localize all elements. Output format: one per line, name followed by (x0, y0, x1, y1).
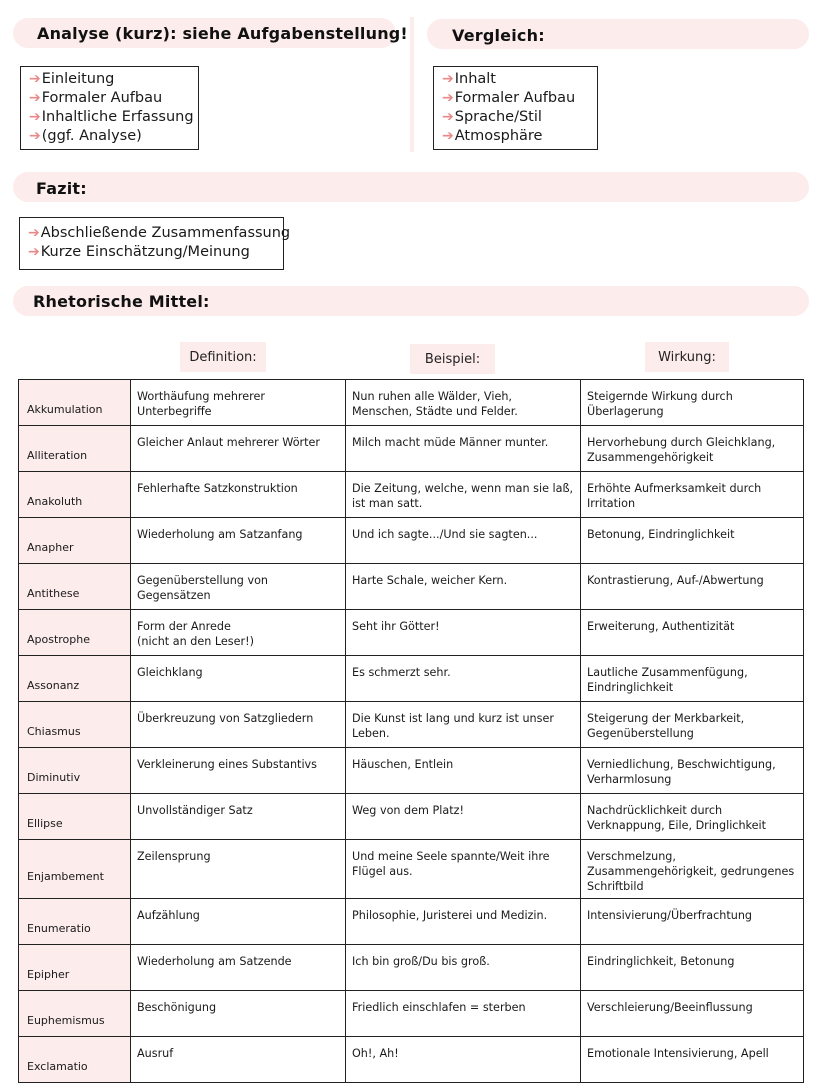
wirkung-cell: Erweiterung, Authentizität (581, 610, 804, 656)
beispiel-cell: Die Kunst ist lang und kurz ist unser Leben. (346, 702, 581, 748)
term-cell: Apostrophe (19, 610, 131, 656)
rhetoric-table (18, 379, 804, 1083)
definition-cell: Fehlerhafte Satzkonstruktion (131, 472, 346, 518)
arrow-right-icon: ➔ (29, 128, 41, 144)
definition-cell: Gleicher Anlaut mehrerer Wörter (131, 426, 346, 472)
term-cell: Exclamatio (19, 1037, 131, 1083)
list-item: ➔ Atmosphäre (442, 128, 543, 144)
wirkung-cell: Verniedlichung, Beschwichtigung, Verharmlosung (581, 748, 804, 794)
definition-cell: Zeilensprung (131, 840, 346, 899)
table-row (19, 1037, 804, 1083)
table-row (19, 945, 804, 991)
beispiel-cell: Häuschen, Entlein (346, 748, 581, 794)
wirkung-cell: Intensivierung/Überfrachtung (581, 899, 804, 945)
fazit-list (19, 217, 291, 270)
beispiel-cell: Seht ihr Götter! (346, 610, 581, 656)
table-row (19, 380, 804, 426)
arrow-right-icon: ➔ (442, 90, 454, 106)
definition-cell: Worthäufung mehrerer Unterbegriffe (131, 380, 346, 426)
definition-cell: Form der Anrede (nicht an den Leser!) (131, 610, 346, 656)
column-divider (410, 17, 414, 152)
term-cell: Anapher (19, 518, 131, 564)
arrow-right-icon: ➔ (28, 225, 40, 241)
wirkung-cell: Erhöhte Aufmerksamkeit durch Irritation (581, 472, 804, 518)
term-cell: Antithese (19, 564, 131, 610)
term-cell: Diminutiv (19, 748, 131, 794)
table-row (19, 991, 804, 1037)
list-item: ➔ Abschließende Zusammenfassung (28, 225, 291, 241)
list-item: ➔ Inhalt (442, 71, 496, 87)
vergleich-list (433, 66, 598, 150)
definition-cell: Gegenüberstellung von Gegensätzen (131, 564, 346, 610)
beispiel-cell: Nun ruhen alle Wälder, Vieh, Menschen, Städte und Felder. (346, 380, 581, 426)
term-cell: Akkumulation (19, 380, 131, 426)
table-row (19, 840, 804, 899)
rhetorik-title: Rhetorische Mittel: (33, 292, 210, 311)
table-row (19, 656, 804, 702)
beispiel-cell: Es schmerzt sehr. (346, 656, 581, 702)
wirkung-cell: Lautliche Zusammenfügung, Eindringlichkeit (581, 656, 804, 702)
beispiel-cell: Weg von dem Platz! (346, 794, 581, 840)
term-cell: Assonanz (19, 656, 131, 702)
arrow-right-icon: ➔ (29, 90, 41, 106)
wirkung-cell: Steigerung der Merkbarkeit, Gegenüberstellung (581, 702, 804, 748)
arrow-right-icon: ➔ (29, 109, 41, 125)
table-row (19, 610, 804, 656)
term-cell: Anakoluth (19, 472, 131, 518)
analyse-title: Analyse (kurz): siehe Aufgabenstellung! (37, 24, 408, 43)
beispiel-cell: Und meine Seele spannte/Weit ihre Flügel aus. (346, 840, 581, 899)
wirkung-cell: Nachdrücklichkeit durch Verknappung, Eile, Dringlichkeit (581, 794, 804, 840)
table-row (19, 426, 804, 472)
table-row (19, 472, 804, 518)
beispiel-cell: Oh!, Ah! (346, 1037, 581, 1083)
definition-cell: Ausruf (131, 1037, 346, 1083)
arrow-right-icon: ➔ (442, 71, 454, 87)
wirkung-cell: Steigernde Wirkung durch Überlagerung (581, 380, 804, 426)
list-item: ➔ Sprache/Stil (442, 109, 542, 125)
arrow-right-icon: ➔ (442, 128, 454, 144)
arrow-right-icon: ➔ (442, 109, 454, 125)
header-wirkung: Wirkung: (645, 342, 729, 372)
list-item: ➔ Kurze Einschätzung/Meinung (28, 244, 250, 260)
beispiel-cell: Philosophie, Juristerei und Medizin. (346, 899, 581, 945)
term-cell: Enjambement (19, 840, 131, 899)
beispiel-cell: Milch macht müde Männer munter. (346, 426, 581, 472)
wirkung-cell: Kontrastierung, Auf-/Abwertung (581, 564, 804, 610)
table-row (19, 748, 804, 794)
definition-cell: Gleichklang (131, 656, 346, 702)
wirkung-cell: Hervorhebung durch Gleichklang, Zusammengehörigkeit (581, 426, 804, 472)
wirkung-cell: Emotionale Intensivierung, Apell (581, 1037, 804, 1083)
arrow-right-icon: ➔ (28, 244, 40, 260)
beispiel-cell: Friedlich einschlafen = sterben (346, 991, 581, 1037)
wirkung-cell: Verschmelzung, Zusammengehörigkeit, gedrungenes Schriftbild (581, 840, 804, 899)
wirkung-cell: Verschleierung/Beeinflussung (581, 991, 804, 1037)
table-row (19, 564, 804, 610)
header-definition: Definition: (180, 342, 266, 372)
table-row (19, 899, 804, 945)
fazit-header (13, 172, 809, 202)
wirkung-cell: Betonung, Eindringlichkeit (581, 518, 804, 564)
definition-cell: Verkleinerung eines Substantivs (131, 748, 346, 794)
beispiel-cell: Die Zeitung, welche, wenn man sie laß, ist man satt. (346, 472, 581, 518)
list-item: ➔ (ggf. Analyse) (29, 128, 142, 144)
term-cell: Euphemismus (19, 991, 131, 1037)
list-item: ➔ Inhaltliche Erfassung (29, 109, 194, 125)
arrow-right-icon: ➔ (29, 71, 41, 87)
definition-cell: Unvollständiger Satz (131, 794, 346, 840)
header-beispiel: Beispiel: (410, 344, 495, 374)
vergleich-title: Vergleich: (452, 26, 545, 45)
definition-cell: Wiederholung am Satzende (131, 945, 346, 991)
term-cell: Ellipse (19, 794, 131, 840)
beispiel-cell: Und ich sagte.../Und sie sagten... (346, 518, 581, 564)
list-item: ➔ Einleitung (29, 71, 115, 87)
table-row (19, 518, 804, 564)
definition-cell: Aufzählung (131, 899, 346, 945)
list-item: ➔ Formaler Aufbau (29, 90, 163, 106)
definition-cell: Beschönigung (131, 991, 346, 1037)
definition-cell: Wiederholung am Satzanfang (131, 518, 346, 564)
term-cell: Epipher (19, 945, 131, 991)
beispiel-cell: Harte Schale, weicher Kern. (346, 564, 581, 610)
beispiel-cell: Ich bin groß/Du bis groß. (346, 945, 581, 991)
fazit-title: Fazit: (36, 179, 87, 198)
analyse-list (20, 66, 199, 150)
list-item: ➔ Formaler Aufbau (442, 90, 576, 106)
term-cell: Alliteration (19, 426, 131, 472)
term-cell: Chiasmus (19, 702, 131, 748)
wirkung-cell: Eindringlichkeit, Betonung (581, 945, 804, 991)
definition-cell: Überkreuzung von Satzgliedern (131, 702, 346, 748)
table-row (19, 702, 804, 748)
table-row (19, 794, 804, 840)
term-cell: Enumeratio (19, 899, 131, 945)
